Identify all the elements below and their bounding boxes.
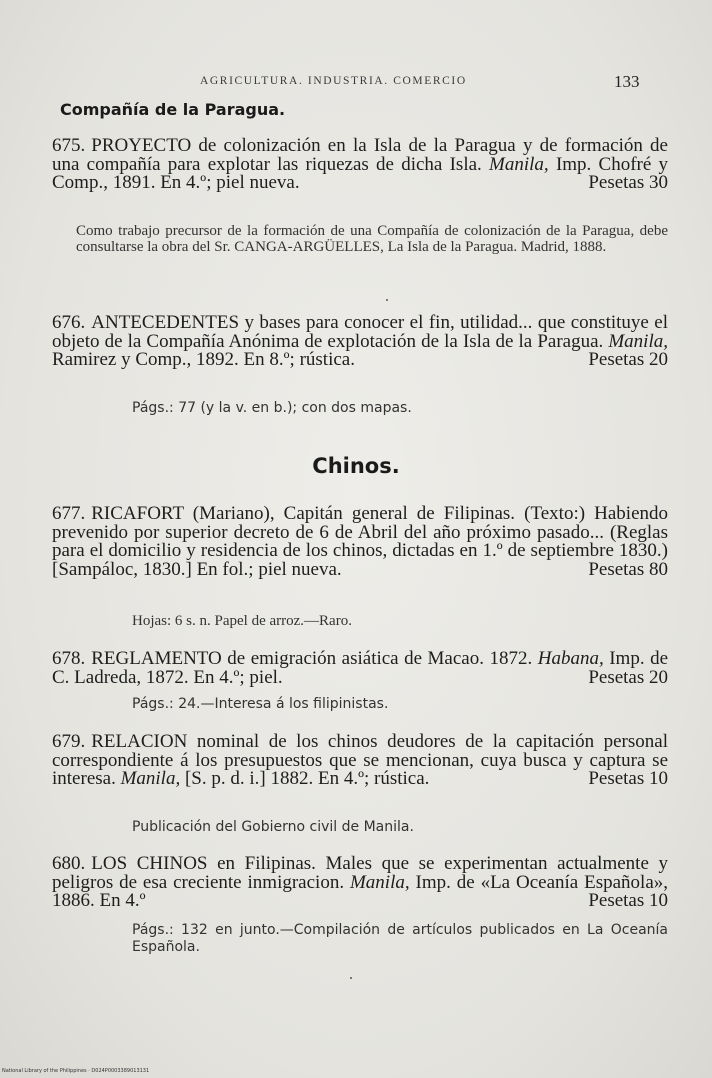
entry-text: PROYECTO de colonización en la Isla de la Paragua y de formación de una compañía para explotar las riquezas de dicha Isla. [52,135,668,175]
entry-imprint: [S. p. d. i.] 1882. En 4.º; rústica. [184,768,430,789]
section-title: Chinos. [312,454,400,478]
entry-note: Hojas: 6 s. n. Papel de arroz.—Raro. [132,613,352,629]
catalog-entry-675 [52,137,668,193]
library-stamp: National Library of the Philippines · D024P0003389013131 [2,1068,150,1074]
entry-imprint: Imp. Chofré y Comp., 1891. En 4.º; piel nueva. [52,153,669,193]
entry-text: ANTECEDENTES y bases para conocer el fin, utilidad... que constituye el objeto de la Compañía Anónima de explotación de la Isla de la Paragua. [52,312,668,352]
paper-speck [350,977,352,979]
entry-imprint: Ramirez y Comp., 1892. En 8.º; rústica. [52,349,355,370]
entry-text: RICAFORT (Mariano), Capitán general de Filipinas. (Texto:) Habiendo prevenido por superior decreto de 6 de Abril del año próximo pasado... (Reglas para el domicilio y residencia de los chinos, dictadas en 1.º de septiembre 1830.) [Sampáloc, 1830.] En fol.; piel nueva. [52,503,668,580]
entry-number: 676. [52,312,86,333]
entry-imprint: Imp. de C. Ladreda, 1872. En 4.º; piel. [52,648,669,688]
page-number: 133 [614,72,640,91]
entry-number: 675. [52,135,86,156]
entry-price: Pesetas 30 [588,172,668,193]
entry-place: Habana, [537,648,604,669]
paper-speck [386,299,388,301]
entry-price: Pesetas 10 [588,768,668,789]
catalog-entry-676 [52,314,668,370]
entry-imprint: Imp. de «La Oceanía Española», 1886. En 4.º [52,871,669,911]
entry-number: 680. [52,853,86,874]
running-head: AGRICULTURA. INDUSTRIA. COMERCIO [200,75,467,87]
catalog-entry-680 [52,855,668,911]
entry-price: Pesetas 10 [588,890,668,911]
entry-note: Págs.: 132 en junto.—Compilación de artículos publicados en La Oceanía Española. [132,922,668,955]
entry-number: 678. [52,648,86,669]
entry-place: Manila, [120,768,181,789]
entry-number: 679. [52,731,86,752]
entry-place: Manila, [489,153,549,175]
entry-note: Como trabajo precursor de la formación de una Compañía de colonización de la Paragua, debe consultarse la obra del Sr. CANGA-ARGÜELLES, La Isla de la Paragua. Madrid, 1888. [76,223,668,255]
entry-note: Págs.: 77 (y la v. en b.); con dos mapas. [132,400,412,416]
entry-text: LOS CHINOS en Filipinas. Males que se experimentan actualmente y peligros de esa creciente inmigracion. [52,853,668,893]
page-header [0,72,712,96]
entry-number: 677. [52,503,86,524]
entry-price: Pesetas 80 [588,558,668,580]
section-subtitle: Compañía de la Paragua. [60,100,286,119]
entry-note: Págs.: 24.—Interesa á los filipinistas. [132,696,389,712]
entry-text: REGLAMENTO de emigración asiática de Macao. 1872. [91,648,533,669]
entry-price: Pesetas 20 [588,349,668,370]
catalog-entry-677 [52,505,668,579]
entry-price: Pesetas 20 [588,666,668,688]
catalog-entry-678 [52,650,668,687]
catalog-entry-679 [52,733,668,789]
entry-place: Manila, [608,330,668,352]
entry-text: RELACION nominal de los chinos deudores de la capitación personal correspondiente á los presupuestos que se mencionan, cuya busca y captura se interesa. [52,731,668,789]
entry-note: Publicación del Gobierno civil de Manila. [132,819,414,835]
entry-place: Manila, [349,871,410,893]
